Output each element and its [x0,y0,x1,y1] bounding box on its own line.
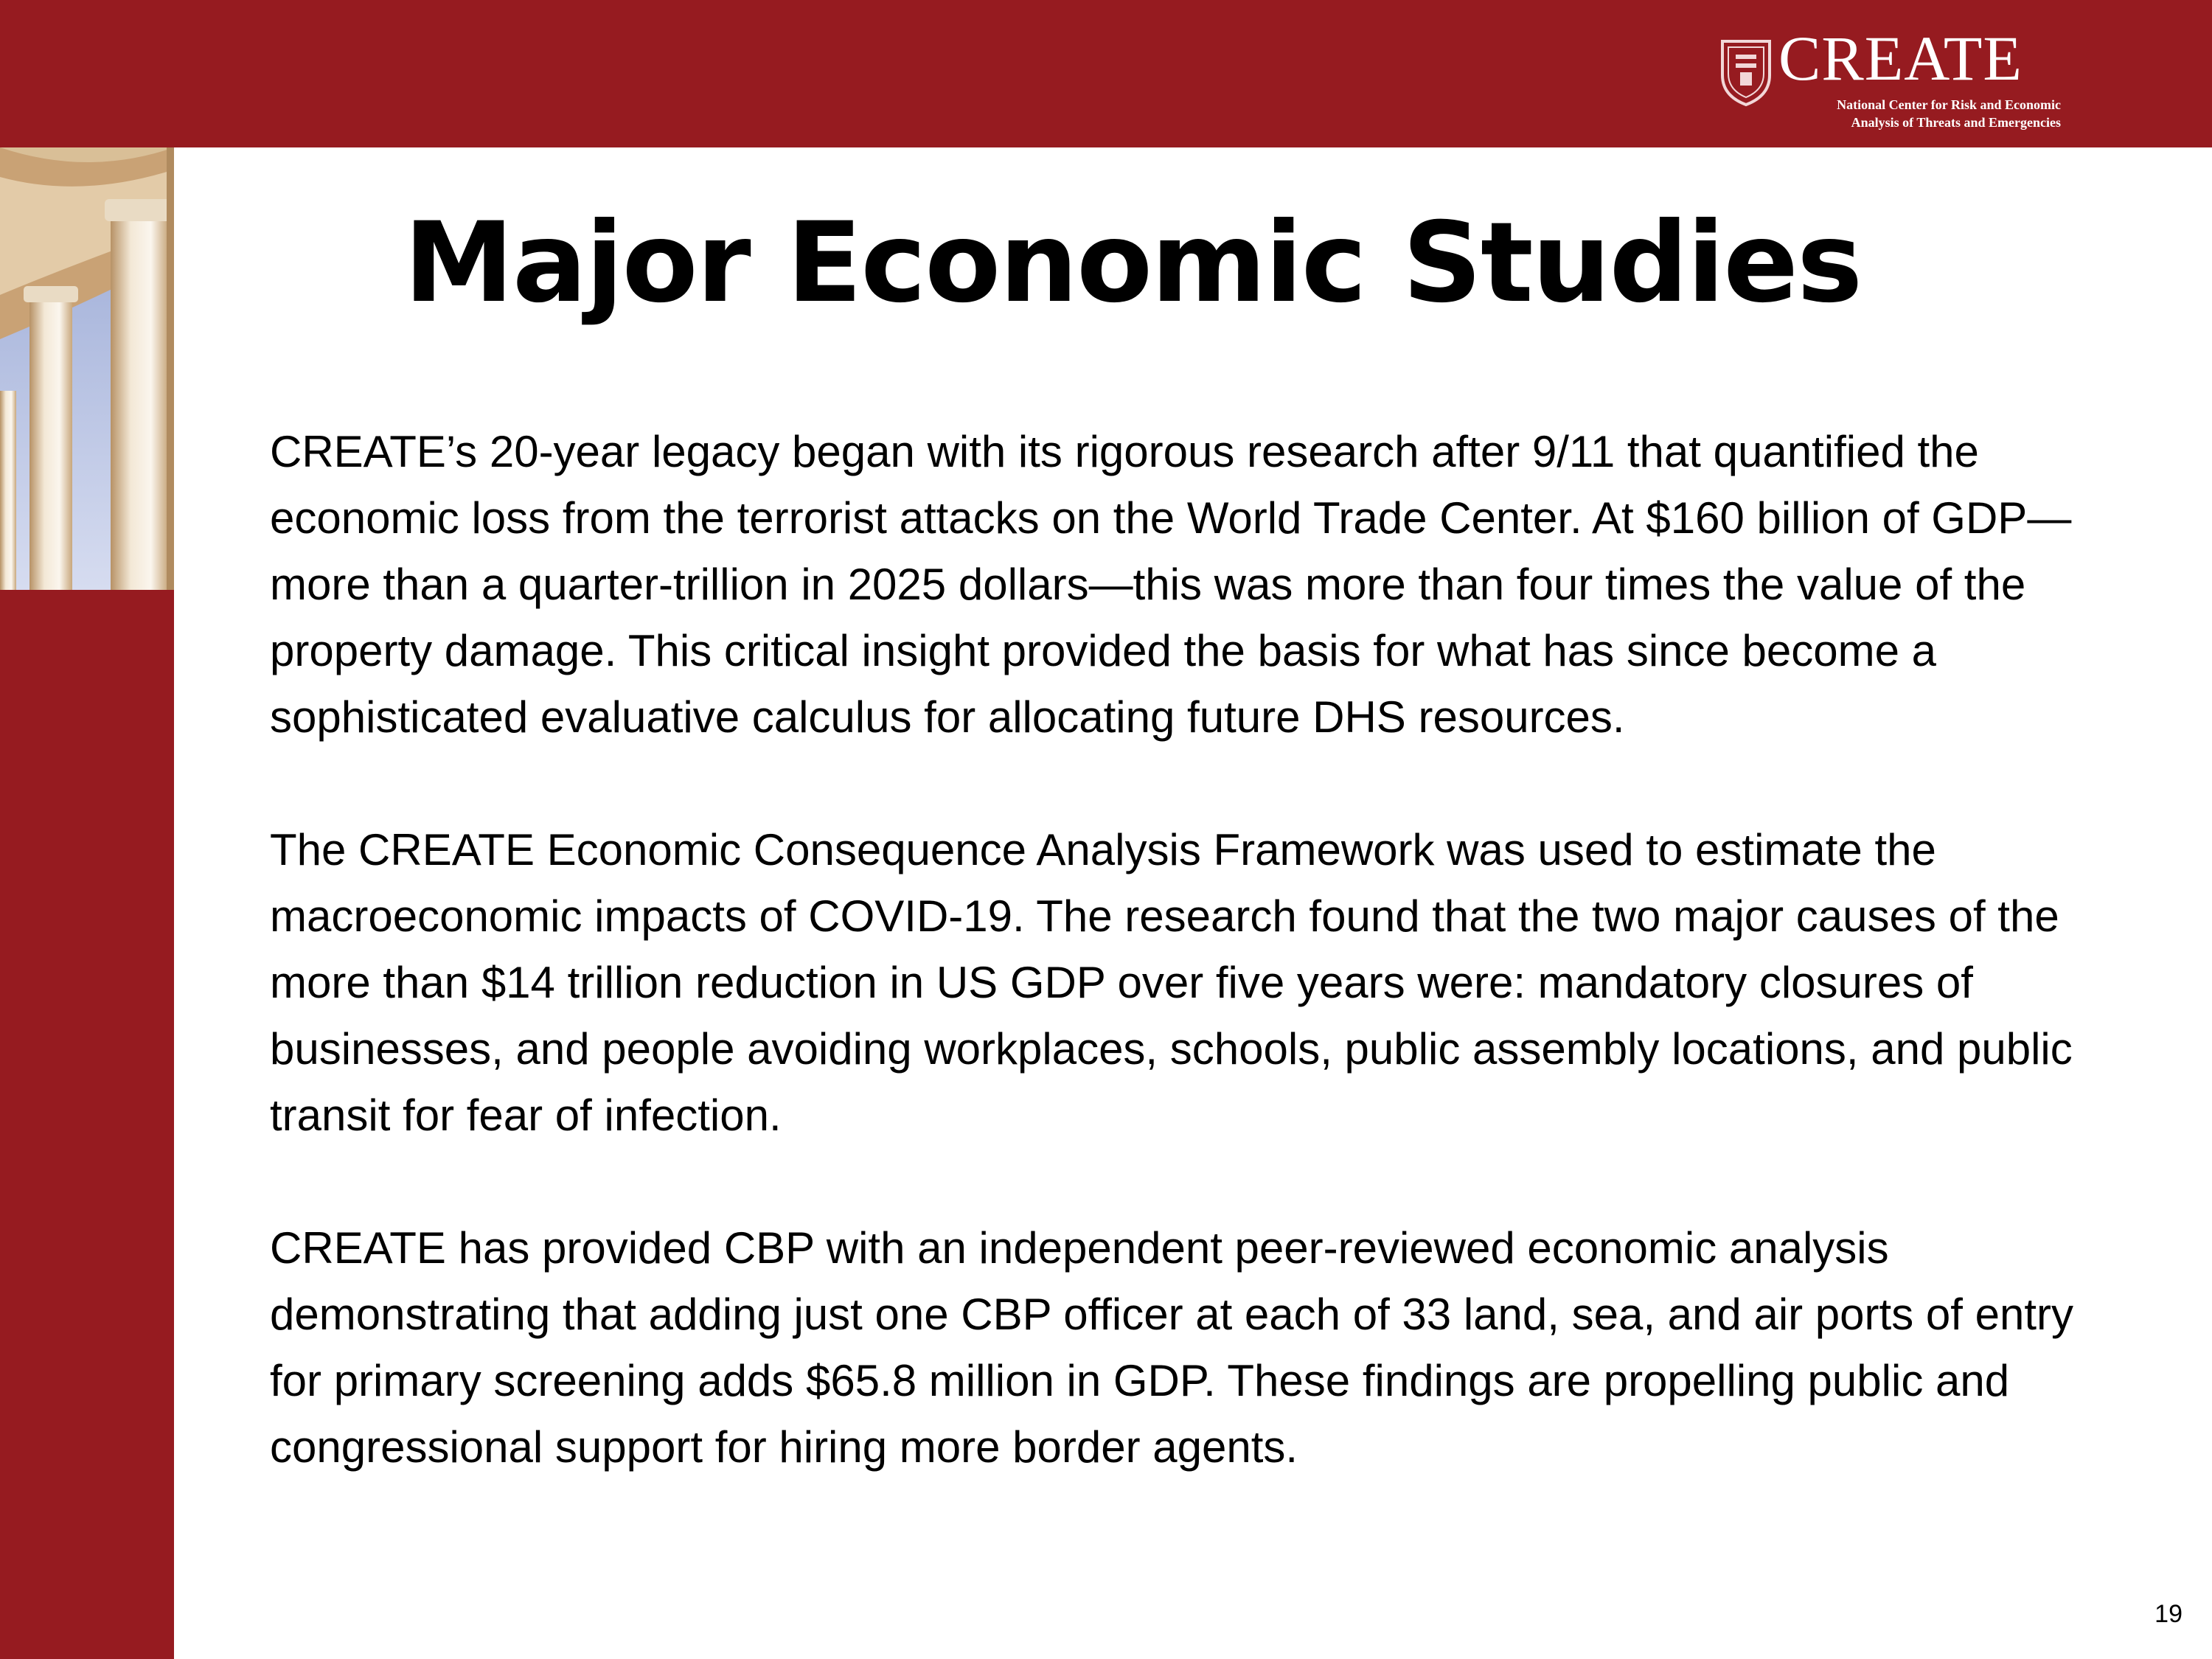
paragraph-cbp-study: CREATE has provided CBP with an independent peer-reviewed economic analysis demonstrating that adding just one CBP officer at each of 33 land, sea, and air ports of entry for primary screening adds $65.8 million in GDP. These findings are propelling public and congressional support for hiring more border agents. [270,1223,2073,1472]
logo-subtitle-line-1: National Center for Risk and Economic [1837,97,2061,112]
create-logo [1718,23,2072,134]
paragraph-wtc-study: CREATE’s 20-year legacy began with its rigorous research after 9/11 that quantified the economic loss from the terrorist attacks on the World Trade Center. At $160 billion of GDP—more than a quarter-trillion in 2025 dollars—this was more than four times the value of the property damage. This critical insight provided the basis for what has since become a sophisticated evaluative calculus for allocating future DHS resources. [270,427,2072,742]
logo-wordmark: CREATE [1778,23,2023,94]
logo-subtitle [1795,96,2061,131]
classical-columns-image [0,147,174,590]
logo-subtitle-line-2: Analysis of Threats and Emergencies [1851,115,2061,130]
body-text [270,419,2091,1547]
paragraph-covid-study: The CREATE Economic Consequence Analysis Framework was used to estimate the macroeconomic impacts of COVID-19. The research found that the two major causes of the more than $14 trillion reduction in US GDP over five years were: mandatory closures of businesses, and people avoiding workplaces, schools, public assembly locations, and public transit for fear of infection. [270,825,2073,1140]
page-number: 19 [2154,1600,2183,1628]
university-seal-icon [1718,37,1774,108]
slide-title: Major Economic Studies [403,199,1862,327]
